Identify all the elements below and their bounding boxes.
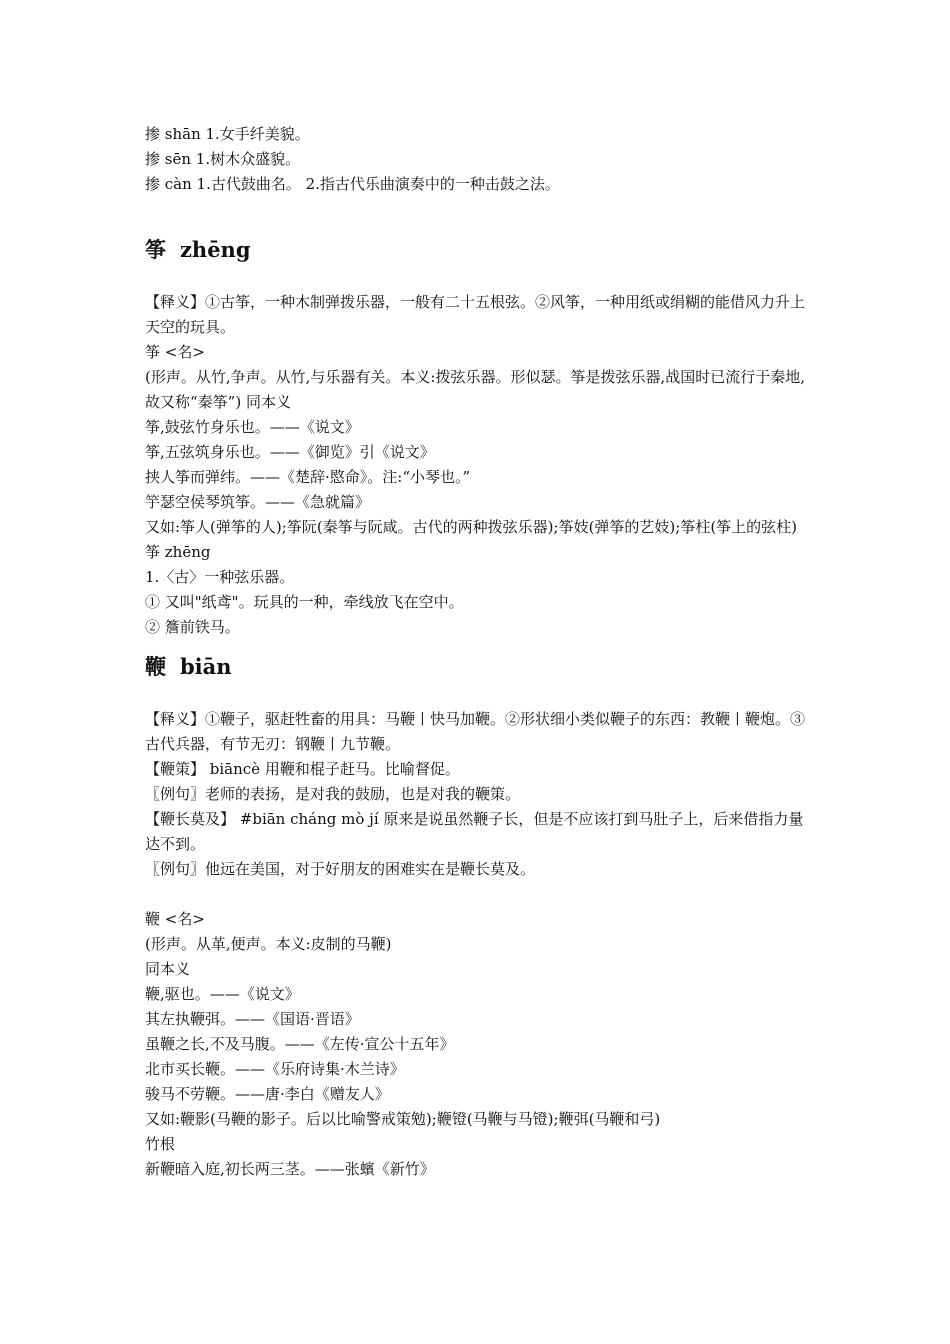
zheng-line: 筝,鼓弦竹身乐也。——《说文》: [145, 418, 360, 436]
bian-line: 又如:鞭影(马鞭的影子。后以比喻警戒策勉);鞭镫(马鞭与马镫);鞭弭(马鞭和弓): [145, 1110, 661, 1128]
zheng-line: (形声。从竹,争声。从竹,与乐器有关。本义:拨弦乐器。形似瑟。筝是拨弦乐器,战国时已流行于秦地,故又称“秦筝”) 同本义: [145, 368, 805, 411]
heading-char: 筝: [145, 237, 166, 262]
zheng-line: 【释义】①古筝，一种木制弹拨乐器，一般有二十五根弦。②风筝，一种用纸或绢糊的能借风力升上天空的玩具。: [145, 293, 806, 336]
zheng-line: 筝 <名>: [145, 343, 205, 361]
bian-line: 虽鞭之长,不及马腹。——《左传·宣公十五年》: [145, 1035, 455, 1053]
document-page: [145, 122, 810, 1182]
bian-line: 【鞭长莫及】 #biān cháng mò jí 原来是说虽然鞭子长，但是不应该打到马肚子上，后来借指力量达不到。: [145, 810, 804, 853]
bian-line: 【鞭策】 biāncè 用鞭和棍子赶马。比喻督促。: [145, 760, 460, 778]
bian-line: 鞭,驱也。——《说文》: [145, 985, 300, 1003]
zheng-line: 筝 zhēng: [145, 543, 211, 561]
section-heading-bian: [145, 652, 810, 682]
bian-line: (形声。从革,便声。本义:皮制的马鞭): [145, 935, 392, 953]
intro-line-3: 掺 càn 1.古代鼓曲名。 2.指古代乐曲演奏中的一种击鼓之法。: [145, 175, 560, 193]
bian-line: 同本义: [145, 960, 191, 978]
zheng-line: 筝,五弦筑身乐也。——《御览》引《说文》: [145, 443, 435, 461]
bian-line: 鞭 <名>: [145, 910, 205, 928]
bian-line: 竹根: [145, 1135, 176, 1153]
bian-line: 其左执鞭弭。——《国语·晋语》: [145, 1010, 360, 1028]
zheng-line: ① 又叫"纸鸢"。玩具的一种，牵线放飞在空中。: [145, 593, 464, 611]
zheng-line: 又如:筝人(弹筝的人);筝阮(秦筝与阮咸。古代的两种拨弦乐器);筝妓(弹筝的艺妓);筝柱(筝上的弦柱): [145, 518, 798, 536]
heading-pinyin: zhēng: [180, 237, 251, 262]
bian-line: 〖例句〗他远在美国，对于好朋友的困难实在是鞭长莫及。: [145, 860, 536, 878]
zheng-line: ② 簷前铁马。: [145, 618, 240, 636]
zheng-line: 竽瑟空侯琴筑筝。——《急就篇》: [145, 493, 371, 511]
bian-line: 新鞭暗入庭,初长两三茎。——张蠙《新竹》: [145, 1160, 435, 1178]
heading-pinyin: biān: [180, 654, 232, 679]
zheng-line: 挟人筝而弹纬。——《楚辞·愍命》。注:“小琴也。”: [145, 468, 471, 486]
bian-line: 骏马不劳鞭。——唐·李白《赠友人》: [145, 1085, 390, 1103]
intro-line-2: 掺 sēn 1.树木众盛貌。: [145, 150, 301, 168]
section-heading-zheng: [145, 235, 810, 265]
zheng-line: 1.〈古〉一种弦乐器。: [145, 568, 295, 586]
bian-line: 北市买长鞭。——《乐府诗集·木兰诗》: [145, 1060, 405, 1078]
heading-char: 鞭: [145, 654, 166, 679]
bian-line: 【释义】①鞭子，驱赶牲畜的用具：马鞭丨快马加鞭。②形状细小类似鞭子的东西：教鞭丨鞭炮。③古代兵器，有节无刃：钢鞭丨九节鞭。: [145, 710, 806, 753]
intro-line-1: 掺 shān 1.女手纤美貌。: [145, 125, 310, 143]
bian-line: 〖例句〗老师的表扬，是对我的鼓励，也是对我的鞭策。: [145, 785, 521, 803]
